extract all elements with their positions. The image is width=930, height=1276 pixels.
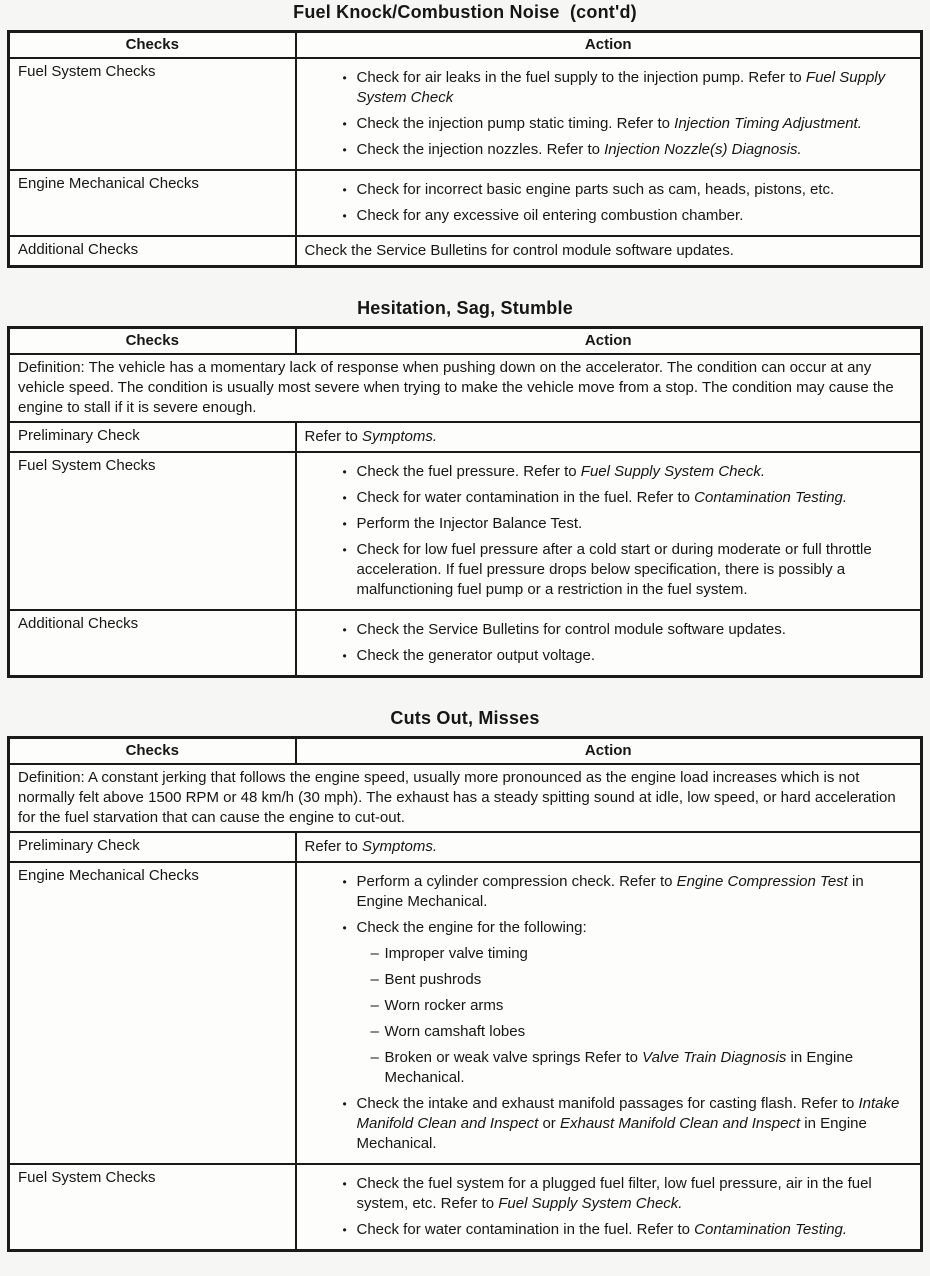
plain-text: Check the fuel system for a plugged fuel filter, low fuel pressure, air in the fuel system, etc. Refer to — [356, 1175, 872, 1212]
action-bullet-item — [343, 180, 913, 200]
action-cell — [296, 58, 922, 170]
action-item-text — [357, 918, 913, 938]
action-cell — [296, 452, 922, 610]
plain-text: Check for incorrect basic engine parts such as cam, heads, pistons, etc. — [356, 181, 835, 198]
action-item-text — [357, 646, 913, 666]
definition-row — [9, 764, 922, 832]
action-item-text — [357, 540, 913, 600]
plain-text: Check the intake and exhaust manifold passages for casting flash. Refer to — [356, 1095, 859, 1112]
action-bullet-item — [343, 1220, 913, 1240]
action-item-text — [305, 241, 913, 261]
check-cell: Fuel System Checks — [9, 452, 296, 610]
action-column-header: Action — [296, 328, 922, 355]
manual-page — [7, 0, 923, 1252]
plain-text: or — [538, 1115, 560, 1132]
action-text — [305, 241, 913, 261]
check-cell: Engine Mechanical Checks — [9, 862, 296, 1164]
definition-text: Definition: A constant jerking that follows the engine speed, usually more pronounced as the engine load increases which is not normally felt above 1500 RPM or 48 km/h (30 mph). The exhaust has a steady spitting sound at idle, low speed, or hard acceleration for the fuel starvation that can cause the engine to cut-out. — [9, 764, 922, 832]
action-item-text — [357, 206, 913, 226]
bullet-icon: • — [342, 623, 347, 637]
plain-text: Check the Service Bulletins for control module software updates. — [356, 621, 786, 638]
action-dash-item — [371, 970, 913, 990]
bullet-icon: • — [342, 543, 347, 557]
plain-text: Check for air leaks in the fuel supply to the injection pump. Refer to — [356, 69, 806, 86]
dash-icon: – — [370, 1049, 379, 1066]
reference-text: Symptoms. — [362, 838, 438, 855]
plain-text: Bent pushrods — [384, 971, 482, 988]
check-cell: Fuel System Checks — [9, 58, 296, 170]
bullet-icon: • — [342, 491, 347, 505]
diagnostic-table — [7, 30, 923, 268]
checks-column-header: Checks — [9, 328, 296, 355]
action-bullet-item — [343, 872, 913, 912]
plain-text: Worn rocker arms — [384, 997, 504, 1014]
action-item-text — [357, 488, 913, 508]
action-bullet-item — [343, 1174, 913, 1214]
action-item-text — [305, 837, 913, 857]
check-cell: Fuel System Checks — [9, 1164, 296, 1251]
reference-text: Contamination Testing. — [694, 1221, 848, 1238]
action-item-text — [357, 140, 913, 160]
table-title: Hesitation, Sag, Stumble — [357, 298, 573, 318]
bullet-icon: • — [342, 921, 347, 935]
table-row — [9, 832, 922, 862]
action-item-text — [385, 996, 913, 1016]
definition-row — [9, 354, 922, 422]
action-cell — [296, 236, 922, 267]
checks-column-header: Checks — [9, 738, 296, 765]
table-row — [9, 862, 922, 1164]
dash-icon: – — [370, 945, 379, 962]
action-bullet-item — [343, 1094, 913, 1154]
table-row — [9, 1164, 922, 1251]
plain-text: in Engine Mechanical. — [356, 1115, 867, 1152]
plain-text: Check for water contamination in the fuel. Refer to — [356, 489, 695, 506]
action-bullet-item — [343, 646, 913, 666]
bullet-icon: • — [342, 209, 347, 223]
action-item-text — [357, 872, 913, 912]
action-item-text — [357, 514, 913, 534]
action-cell — [296, 610, 922, 677]
plain-text: Check the fuel pressure. Refer to — [356, 463, 581, 480]
action-item-text — [385, 1022, 913, 1042]
header-row — [9, 32, 922, 59]
table-title: Cuts Out, Misses — [390, 708, 540, 728]
bullet-icon: • — [342, 1097, 347, 1111]
plain-text: Check the injection nozzles. Refer to — [356, 141, 605, 158]
bullet-icon: • — [342, 517, 347, 531]
reference-text: Engine Compression Test — [676, 873, 848, 890]
action-dash-item — [371, 1022, 913, 1042]
action-bullet-item — [343, 68, 913, 108]
reference-text: Injection Nozzle(s) Diagnosis. — [604, 141, 802, 158]
table-section-2 — [7, 298, 923, 678]
bullet-icon: • — [342, 143, 347, 157]
action-item-text — [385, 1048, 913, 1088]
bullet-icon: • — [342, 1223, 347, 1237]
definition-text: Definition: The vehicle has a momentary lack of response when pushing down on the accelerator. The condition can occur at any vehicle speed. The condition is usually most severe when trying to make the vehicle move from a stop. The condition may cause the engine to stall if it is severe enough. — [9, 354, 922, 422]
action-bullet-item — [343, 206, 913, 226]
action-item-text — [357, 180, 913, 200]
bullet-icon: • — [342, 71, 347, 85]
action-text — [305, 427, 913, 447]
action-cell — [296, 832, 922, 862]
table-row — [9, 170, 922, 236]
plain-text: in Engine Mechanical. — [356, 873, 864, 910]
action-item-text — [357, 1174, 913, 1214]
action-dash-item — [371, 944, 913, 964]
dash-icon: – — [370, 971, 379, 988]
plain-text: Check the generator output voltage. — [356, 647, 595, 664]
plain-text: Check the Service Bulletins for control module software updates. — [304, 242, 734, 259]
action-item-text — [357, 68, 913, 108]
action-cell — [296, 170, 922, 236]
action-dash-item — [371, 996, 913, 1016]
reference-text: Contamination Testing. — [694, 489, 848, 506]
plain-text: Check for low fuel pressure after a cold start or during moderate or full throttle acceleration. If fuel pressure drops below specification, there is possibly a malfunctioning fuel pump or a restriction in the fuel system. — [356, 541, 872, 598]
action-bullet-item — [343, 488, 913, 508]
plain-text: Perform the Injector Balance Test. — [356, 515, 583, 532]
reference-text: Fuel Supply System Check. — [580, 463, 766, 480]
action-item-text — [357, 462, 913, 482]
action-dash-item — [371, 1048, 913, 1088]
action-item-text — [357, 114, 913, 134]
reference-text: Injection Timing Adjustment. — [674, 115, 862, 132]
tables-host — [7, 2, 923, 1252]
table-section-3 — [7, 708, 923, 1252]
dash-icon: – — [370, 1023, 379, 1040]
reference-text: Exhaust Manifold Clean and Inspect — [559, 1115, 801, 1132]
plain-text: Refer to — [304, 428, 363, 445]
table-section-1 — [7, 2, 923, 268]
table-title: Fuel Knock/Combustion Noise (cont'd) — [293, 2, 637, 22]
header-row — [9, 328, 922, 355]
reference-text: Fuel Supply System Check. — [498, 1195, 683, 1212]
action-item-text — [357, 1220, 913, 1240]
action-bullet-item — [343, 114, 913, 134]
action-item-text — [357, 620, 913, 640]
diagnostic-table — [7, 736, 923, 1252]
action-column-header: Action — [296, 32, 922, 59]
action-column-header: Action — [296, 738, 922, 765]
action-bullet-item — [343, 620, 913, 640]
action-text — [305, 837, 913, 857]
plain-text: Perform a cylinder compression check. Refer to — [356, 873, 677, 890]
check-cell: Additional Checks — [9, 610, 296, 677]
table-row — [9, 422, 922, 452]
action-item-text — [385, 970, 913, 990]
bullet-icon: • — [342, 875, 347, 889]
action-item-text — [357, 1094, 913, 1154]
plain-text: Check the engine for the following: — [356, 919, 587, 936]
plain-text: Check for any excessive oil entering combustion chamber. — [356, 207, 744, 224]
bullet-icon: • — [342, 117, 347, 131]
table-row — [9, 236, 922, 267]
check-cell: Preliminary Check — [9, 422, 296, 452]
action-cell — [296, 422, 922, 452]
action-bullet-item — [343, 540, 913, 600]
check-cell: Additional Checks — [9, 236, 296, 267]
bullet-icon: • — [342, 465, 347, 479]
action-bullet-item — [343, 514, 913, 534]
plain-text: Broken or weak valve springs Refer to — [384, 1049, 643, 1066]
plain-text: Improper valve timing — [384, 945, 528, 962]
plain-text: in Engine Mechanical. — [384, 1049, 854, 1086]
action-cell — [296, 1164, 922, 1251]
plain-text: Refer to — [304, 838, 363, 855]
table-row — [9, 452, 922, 610]
checks-column-header: Checks — [9, 32, 296, 59]
plain-text: Check the injection pump static timing. Refer to — [356, 115, 675, 132]
bullet-icon: • — [342, 183, 347, 197]
reference-text: Valve Train Diagnosis — [642, 1049, 787, 1066]
action-bullet-item — [343, 140, 913, 160]
reference-text: Fuel Supply System Check — [356, 69, 886, 106]
header-row — [9, 738, 922, 765]
reference-text: Symptoms. — [362, 428, 438, 445]
plain-text: Worn camshaft lobes — [384, 1023, 526, 1040]
action-bullet-item — [343, 918, 913, 938]
diagnostic-table — [7, 326, 923, 678]
action-bullet-item — [343, 462, 913, 482]
action-item-text — [305, 427, 913, 447]
action-cell — [296, 862, 922, 1164]
plain-text: Check for water contamination in the fuel. Refer to — [356, 1221, 695, 1238]
reference-text: Intake Manifold Clean and Inspect — [356, 1095, 900, 1132]
bullet-icon: • — [342, 1177, 347, 1191]
check-cell: Engine Mechanical Checks — [9, 170, 296, 236]
table-row — [9, 58, 922, 170]
table-row — [9, 610, 922, 677]
check-cell: Preliminary Check — [9, 832, 296, 862]
bullet-icon: • — [342, 649, 347, 663]
action-item-text — [385, 944, 913, 964]
dash-icon: – — [370, 997, 379, 1014]
